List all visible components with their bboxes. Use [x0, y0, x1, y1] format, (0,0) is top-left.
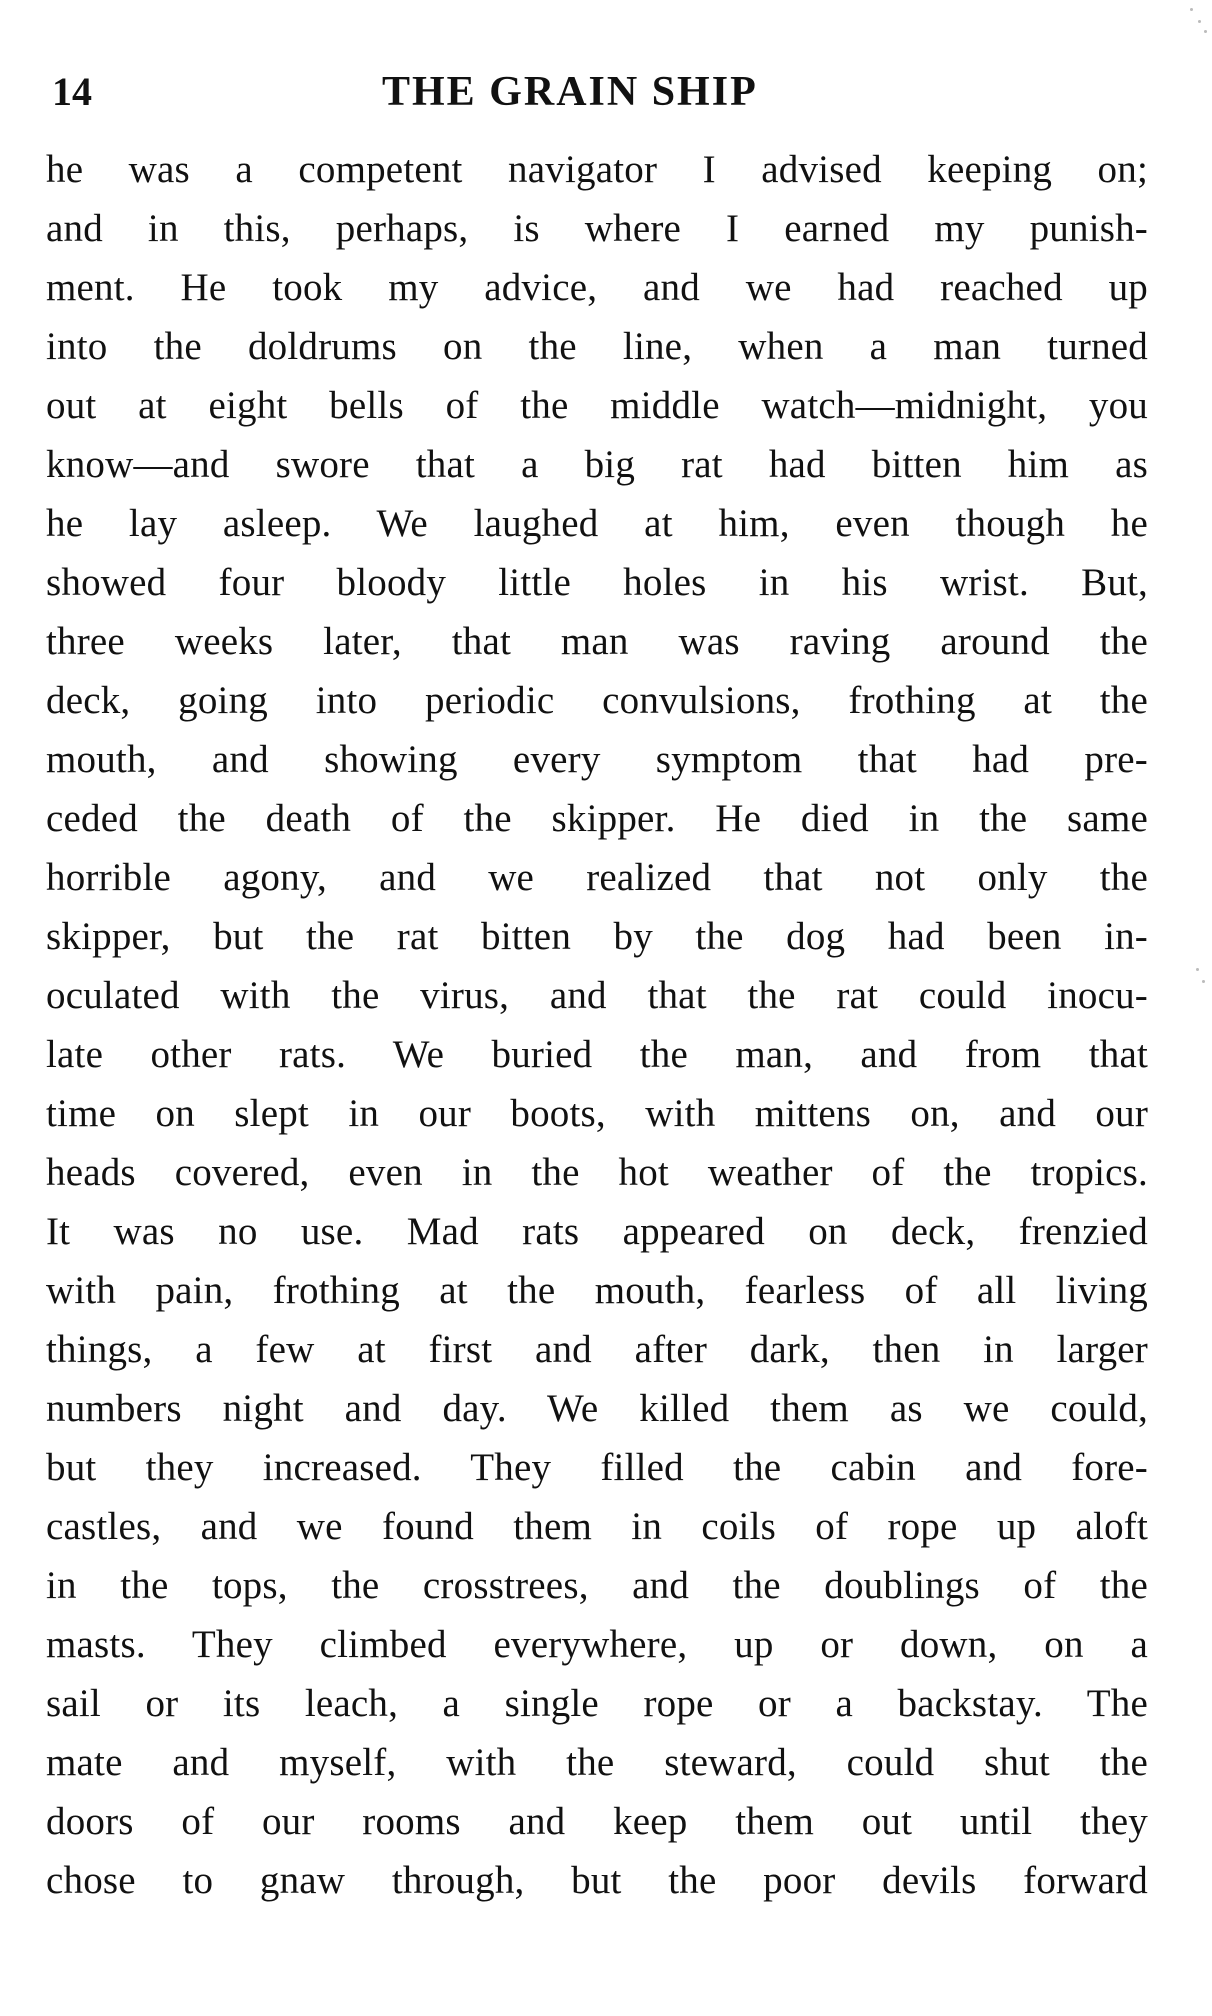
text-line: three weeks later, that man was raving around the [46, 620, 1148, 663]
page-number: 14 [52, 69, 92, 114]
text-line: horrible agony, and we realized that not only the [46, 856, 1148, 899]
text-line: castles, and we found them in coils of rope up aloft [46, 1505, 1148, 1548]
text-line: showed four bloody little holes in his wrist. But, [46, 561, 1148, 604]
text-line: into the doldrums on the line, when a man turned [46, 325, 1148, 368]
text-line: ceded the death of the skipper. He died in the same [46, 797, 1148, 840]
text-line: mate and myself, with the steward, could shut the [46, 1741, 1148, 1784]
text-line: masts. They climbed everywhere, up or down, on a [46, 1623, 1148, 1666]
page-header [52, 62, 1152, 122]
running-head: THE GRAIN SHIP [382, 69, 758, 115]
text-line: time on slept in our boots, with mittens on, and our [46, 1092, 1148, 1135]
text-line: out at eight bells of the middle watch—midnight, you [46, 384, 1148, 427]
text-line: with pain, frothing at the mouth, fearless of all living [46, 1269, 1148, 1312]
text-line: but they increased. They filled the cabin and fore- [46, 1446, 1148, 1489]
text-line: It was no use. Mad rats appeared on deck, frenzied [46, 1210, 1148, 1253]
text-line: ment. He took my advice, and we had reached up [46, 266, 1148, 309]
text-line: late other rats. We buried the man, and from that [46, 1033, 1148, 1076]
text-line: chose to gnaw through, but the poor devils forward [46, 1859, 1148, 1902]
paper-speck [1198, 20, 1201, 23]
text-line: heads covered, even in the hot weather of the tropics. [46, 1151, 1148, 1194]
text-line: skipper, but the rat bitten by the dog had been in- [46, 915, 1148, 958]
text-line: oculated with the virus, and that the rat could inocu- [46, 974, 1148, 1017]
text-line: doors of our rooms and keep them out until they [46, 1800, 1148, 1843]
text-line: sail or its leach, a single rope or a backstay. The [46, 1682, 1148, 1725]
text-line: deck, going into periodic convulsions, frothing at the [46, 679, 1148, 722]
text-line: in the tops, the crosstrees, and the doublings of the [46, 1564, 1148, 1607]
text-line: know—and swore that a big rat had bitten him as [46, 443, 1148, 486]
text-line: things, a few at first and after dark, then in larger [46, 1328, 1148, 1371]
paper-speck [1190, 8, 1193, 11]
text-line: he was a competent navigator I advised keeping on; [46, 148, 1148, 191]
text-line: and in this, perhaps, is where I earned my punish- [46, 207, 1148, 250]
paper-speck [1204, 30, 1207, 33]
text-line: he lay asleep. We laughed at him, even though he [46, 502, 1148, 545]
text-line: mouth, and showing every symptom that had pre- [46, 738, 1148, 781]
text-line: numbers night and day. We killed them as we could, [46, 1387, 1148, 1430]
body-text [46, 140, 1148, 1910]
paper-speck [1196, 968, 1199, 971]
paper-speck [1202, 980, 1205, 983]
